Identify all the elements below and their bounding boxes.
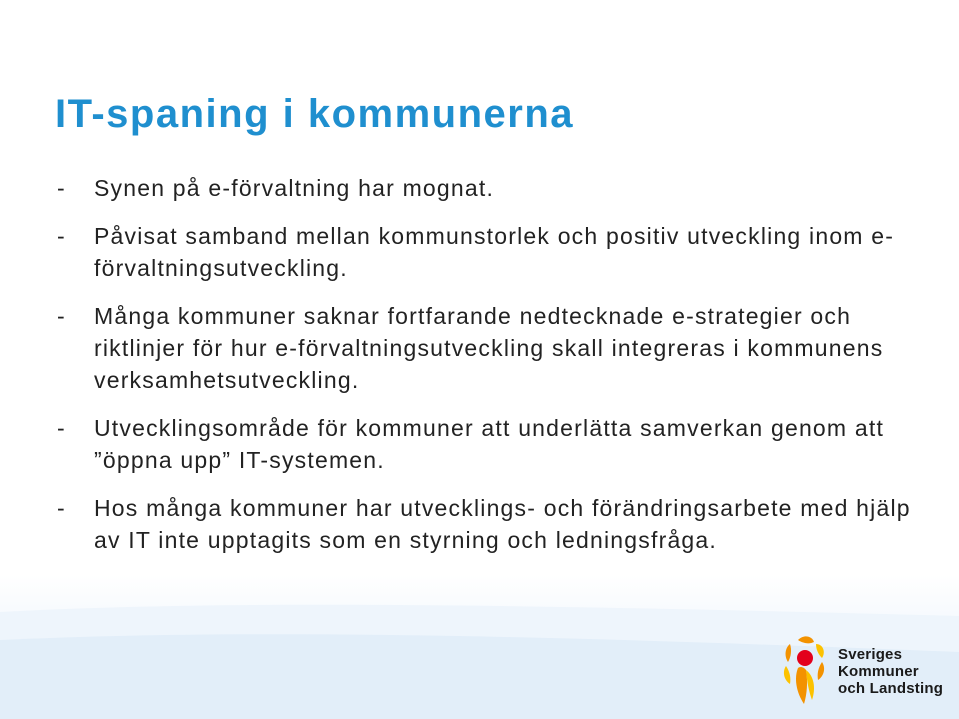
bullet-marker: - bbox=[57, 303, 66, 329]
bullet-marker: - bbox=[57, 415, 66, 441]
bullet-text: Utvecklingsområde för kommuner att underlätta samverkan genom att ”öppna upp” IT-systemen. bbox=[94, 415, 885, 473]
bullet-item bbox=[57, 492, 927, 556]
bullet-text: Många kommuner saknar fortfarande nedtecknade e-strategier och riktlinjer för hur e-förvaltningsutveckling skall integreras i kommunens verksamhetsutveckling. bbox=[94, 303, 884, 393]
logo-line-1: Sveriges bbox=[838, 646, 903, 663]
skl-logo bbox=[776, 634, 946, 706]
bullet-item bbox=[57, 220, 927, 284]
bullet-text: Påvisat samband mellan kommunstorlek och positiv utveckling inom e-förvaltningsutveckling. bbox=[94, 223, 895, 281]
bullet-text: Hos många kommuner har utvecklings- och förändringsarbete med hjälp av IT inte upptagits som en styrning och ledningsfråga. bbox=[94, 495, 911, 553]
bullet-item bbox=[57, 172, 927, 204]
bullet-text: Synen på e-förvaltning har mognat. bbox=[94, 175, 495, 201]
logo-line-3: och Landsting bbox=[838, 680, 944, 697]
skl-figure-icon bbox=[776, 634, 834, 706]
bullet-marker: - bbox=[57, 175, 66, 201]
logo-wordmark bbox=[838, 646, 943, 697]
logo-line-2: Kommuner bbox=[838, 663, 919, 680]
bullet-item bbox=[57, 300, 927, 396]
bullet-marker: - bbox=[57, 223, 66, 249]
slide-title: IT-spaning i kommunerna bbox=[55, 92, 575, 136]
bullet-marker: - bbox=[57, 495, 66, 521]
bullet-item bbox=[57, 412, 927, 476]
bullet-list bbox=[57, 172, 927, 572]
